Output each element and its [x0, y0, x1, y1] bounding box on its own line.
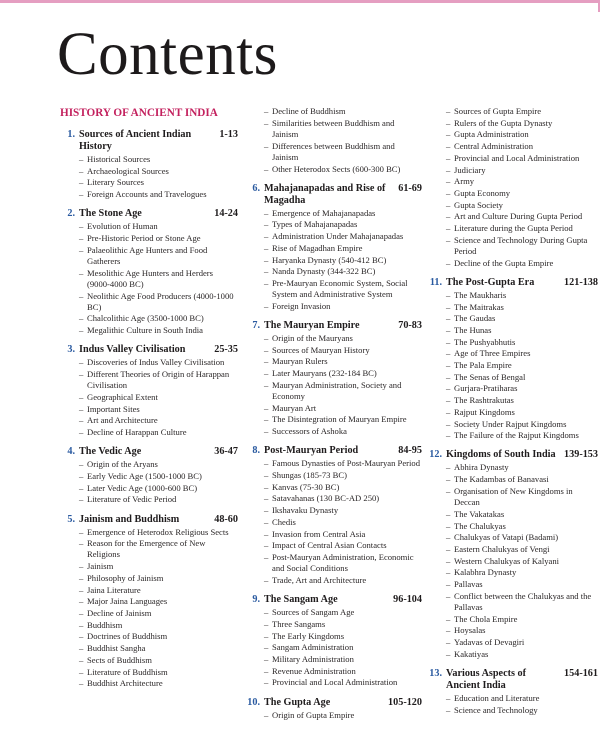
chapter-heading[interactable] — [60, 514, 238, 526]
topic-item[interactable]: – Ikshavaku Dynasty — [264, 505, 422, 516]
topic-item[interactable]: – Art and Culture During Gupta Period — [446, 211, 598, 222]
chapter-page-range: 84-95 — [398, 445, 422, 457]
topic-item[interactable]: – Archaeological Sources — [79, 166, 238, 177]
topic-list — [245, 458, 422, 586]
topic-item[interactable]: – Decline of Harappan Culture — [79, 427, 238, 438]
topic-list — [245, 607, 422, 688]
topic-item[interactable]: – The Chola Empire — [446, 614, 598, 625]
topic-list — [245, 710, 422, 721]
toc-column-3 — [427, 106, 598, 724]
topic-item[interactable]: – Philosophy of Jainism — [79, 573, 238, 584]
topic-item[interactable]: – Decline of Buddhism — [264, 106, 422, 117]
topic-item[interactable]: – Sects of Buddhism — [79, 655, 238, 666]
chapter-title: The Gupta Age — [264, 696, 331, 708]
topic-item[interactable]: – Art and Architecture — [79, 415, 238, 426]
chapter-heading[interactable] — [245, 594, 422, 606]
topic-item[interactable]: – The Pala Empire — [446, 360, 598, 371]
topic-item[interactable]: – Buddhism — [79, 620, 238, 631]
chapter-page-range: 1-13 — [219, 129, 238, 140]
topic-item[interactable]: – Three Sangams — [264, 619, 422, 630]
topic-item[interactable]: – Later Vedic Age (1000-600 BC) — [79, 483, 238, 494]
chapter-heading[interactable] — [427, 277, 598, 289]
topic-item[interactable]: – Buddhist Sangha — [79, 643, 238, 654]
topic-item[interactable]: – Army — [446, 176, 598, 187]
topic-item[interactable]: – Origin of the Mauryans — [264, 333, 422, 344]
chapter-page-range: 14-24 — [214, 208, 238, 220]
topic-item[interactable]: – Megalithic Culture in South India — [79, 325, 238, 336]
chapter-page-range: 96-104 — [393, 594, 422, 606]
topic-item[interactable]: – Palaeolithic Age Hunters and Food Gatherers — [79, 245, 238, 267]
topic-item[interactable]: – Sources of Gupta Empire — [446, 106, 598, 117]
chapter-heading[interactable] — [427, 449, 598, 461]
topic-item[interactable]: – Kakatiyas — [446, 649, 598, 660]
topic-item[interactable]: – Literary Sources — [79, 177, 238, 188]
topic-item[interactable]: – Administration Under Mahajanapadas — [264, 231, 422, 242]
topic-item[interactable]: – Chalcolithic Age (3500-1000 BC) — [79, 313, 238, 324]
topic-item[interactable]: – Origin of the Aryans — [79, 459, 238, 470]
top-border-rule — [0, 0, 600, 3]
chapter-page-range: 121-138 — [564, 276, 598, 288]
topic-list — [427, 290, 598, 442]
topic-item[interactable]: – Sources of Sangam Age — [264, 607, 422, 618]
chapter-heading[interactable] — [427, 668, 598, 692]
chapter-title: Mahajanapadas and Rise of Magadha — [264, 182, 386, 206]
topic-item[interactable]: – Kanvas (75-30 BC) — [264, 482, 422, 493]
topic-item[interactable]: – Decline of Jainism — [79, 608, 238, 619]
chapter-title: The Post-Gupta Era — [446, 276, 535, 288]
section-title: HISTORY OF ANCIENT INDIA — [60, 107, 218, 119]
topic-item[interactable]: – Early Vedic Age (1500-1000 BC) — [79, 471, 238, 482]
chapter-entry — [245, 697, 422, 721]
chapter-heading[interactable] — [245, 183, 422, 207]
topic-item[interactable]: – Central Administration — [446, 141, 598, 152]
chapter-heading[interactable] — [60, 129, 238, 153]
topic-item[interactable]: – Invasion from Central Asia — [264, 529, 422, 540]
topic-list — [60, 357, 238, 438]
chapter-entry — [60, 344, 238, 438]
chapter-entry — [60, 208, 238, 336]
topic-item[interactable]: – Education and Literature — [446, 693, 598, 704]
topic-item[interactable]: – Impact of Central Asian Contacts — [264, 540, 422, 551]
topic-item[interactable]: – Buddhist Architecture — [79, 678, 238, 689]
topic-item[interactable]: – Mauryan Art — [264, 403, 422, 414]
topic-item[interactable]: – Types of Mahajanapadas — [264, 219, 422, 230]
topic-item[interactable]: – The Rashtrakutas — [446, 395, 598, 406]
topic-item[interactable]: – Geographical Extent — [79, 392, 238, 403]
topic-item[interactable]: – Pallavas — [446, 579, 598, 590]
topic-item[interactable]: – The Gaudas — [446, 313, 598, 324]
chapter-title: Sources of Ancient Indian History — [79, 129, 192, 152]
chapter-number: 11. — [429, 276, 442, 288]
topic-item[interactable]: – The Pushyabhutis — [446, 337, 598, 348]
topic-item[interactable]: – Emergence of Heterodox Religious Sects — [79, 527, 238, 538]
topic-item[interactable]: – Decline of the Gupta Empire — [446, 258, 598, 269]
topic-item[interactable]: – Doctrines of Buddhism — [79, 631, 238, 642]
chapter-heading[interactable] — [60, 446, 238, 458]
topic-item[interactable]: – Hoysalas — [446, 625, 598, 636]
topic-list — [60, 527, 238, 690]
topic-item[interactable]: – Post-Mauryan Administration, Economic and Social Conditions — [264, 552, 422, 574]
topic-item[interactable]: – Kalabhra Dynasty — [446, 567, 598, 578]
chapter-entry — [60, 446, 238, 505]
topic-item[interactable]: – Judiciary — [446, 165, 598, 176]
chapter-number: 1. — [67, 129, 75, 140]
topic-item[interactable]: – Literature during the Gupta Period — [446, 223, 598, 234]
topic-item[interactable]: – Discoveries of Indus Valley Civilisation — [79, 357, 238, 368]
topic-item[interactable]: – Successors of Ashoka — [264, 426, 422, 437]
topic-list — [427, 693, 598, 716]
chapter-heading[interactable] — [60, 344, 238, 356]
chapter-number: 5. — [67, 513, 75, 525]
topic-item[interactable]: – The Chalukyas — [446, 521, 598, 532]
topic-item[interactable]: – Provincial and Local Administration — [264, 677, 422, 688]
topic-item[interactable]: – Gupta Society — [446, 200, 598, 211]
page-title: Contents — [57, 21, 278, 88]
topic-item[interactable]: – The Kadambas of Banavasi — [446, 474, 598, 485]
topic-item[interactable]: – Neolithic Age Food Producers (4000-1000 BC) — [79, 291, 238, 313]
topic-item[interactable]: – Rise of Magadhan Empire — [264, 243, 422, 254]
chapter-entry — [245, 183, 422, 312]
toc-column-1 — [60, 106, 238, 697]
topic-item[interactable]: – The Early Kingdoms — [264, 631, 422, 642]
chapter-title: The Vedic Age — [79, 446, 142, 458]
chapter-title: The Stone Age — [79, 208, 142, 220]
chapter-entry — [245, 445, 422, 586]
topic-list — [60, 154, 238, 200]
topic-list — [245, 333, 422, 437]
topic-item[interactable]: – Similarities between Buddhism and Jainism — [264, 118, 422, 140]
chapter-page-range: 154-161 — [564, 667, 598, 679]
topic-list — [60, 459, 238, 505]
chapter-page-range: 36-47 — [214, 446, 238, 458]
topic-item[interactable]: – Famous Dynasties of Post-Mauryan Period — [264, 458, 422, 469]
topic-item[interactable]: – Yadavas of Devagiri — [446, 637, 598, 648]
topic-item[interactable]: – Organisation of New Kingdoms in Deccan — [446, 486, 598, 508]
chapter-title: Post-Mauryan Period — [264, 445, 359, 457]
topic-item[interactable]: – Age of Three Empires — [446, 348, 598, 359]
chapter-title: Jainism and Buddhism — [79, 513, 180, 525]
chapter-heading[interactable] — [60, 208, 238, 220]
topic-item[interactable]: – Western Chalukyas of Kalyani — [446, 556, 598, 567]
topic-item[interactable]: – Pre-Historic Period or Stone Age — [79, 233, 238, 244]
topic-item[interactable]: – Jaina Literature — [79, 585, 238, 596]
chapter-title: Various Aspects of Ancient India — [446, 667, 526, 691]
topic-item[interactable]: – Gupta Economy — [446, 188, 598, 199]
topic-item[interactable]: – The Maitrakas — [446, 302, 598, 313]
topic-item[interactable]: – Differences between Buddhism and Jainism — [264, 141, 422, 163]
topic-item[interactable]: – Haryanka Dynasty (540-412 BC) — [264, 255, 422, 266]
topic-item[interactable]: – Emergence of Mahajanapadas — [264, 208, 422, 219]
chapter-page-range: 61-69 — [398, 182, 422, 194]
topic-item[interactable]: – The Disintegration of Mauryan Empire — [264, 414, 422, 425]
chapter-number: 8. — [252, 445, 260, 457]
topic-item[interactable]: – Foreign Invasion — [264, 301, 422, 312]
chapter-number: 2. — [67, 208, 75, 220]
topic-item[interactable]: – Society Under Rajput Kingdoms — [446, 419, 598, 430]
topic-item[interactable]: – Pre-Mauryan Economic System, Social System and Administrative System — [264, 278, 422, 300]
topic-item[interactable]: – Jainism — [79, 561, 238, 572]
topic-item[interactable]: – Foreign Accounts and Travelogues — [79, 189, 238, 200]
chapter-heading[interactable] — [245, 697, 422, 709]
chapter-number: 4. — [67, 446, 75, 458]
continued-topic-list — [245, 106, 422, 175]
topic-item[interactable]: – Revenue Administration — [264, 666, 422, 677]
topic-item[interactable]: – Gupta Administration — [446, 129, 598, 140]
topic-item[interactable]: – Science and Technology — [446, 705, 598, 716]
topic-item[interactable]: – Nanda Dynasty (344-322 BC) — [264, 266, 422, 277]
chapter-title: Kingdoms of South India — [446, 449, 556, 461]
topic-item[interactable]: – Other Heterodox Sects (600-300 BC) — [264, 164, 422, 175]
chapter-page-range: 25-35 — [214, 344, 238, 356]
chapter-number: 3. — [67, 344, 75, 356]
topic-item[interactable]: – Sources of Mauryan History — [264, 345, 422, 356]
topic-item[interactable]: – Sangam Administration — [264, 642, 422, 653]
continued-topic-list — [427, 106, 598, 269]
chapter-title: Indus Valley Civilisation — [79, 344, 186, 356]
topic-item[interactable]: – Conflict between the Chalukyas and the Pallavas — [446, 591, 598, 613]
topic-item[interactable]: – Historical Sources — [79, 154, 238, 165]
topic-item[interactable]: – Origin of Gupta Empire — [264, 710, 422, 721]
topic-item[interactable]: – The Vakatakas — [446, 509, 598, 520]
topic-item[interactable]: – Gurjara-Pratiharas — [446, 383, 598, 394]
topic-item[interactable]: – The Failure of the Rajput Kingdoms — [446, 430, 598, 441]
chapter-number: 7. — [252, 320, 260, 332]
chapter-entry — [245, 594, 422, 688]
topic-item[interactable]: – Different Theories of Origin of Harappan Civilisation — [79, 369, 238, 391]
chapter-page-range: 48-60 — [214, 513, 238, 525]
chapter-page-range: 105-120 — [388, 696, 422, 708]
topic-item[interactable]: – Literature of Buddhism — [79, 667, 238, 678]
chapter-entry — [427, 277, 598, 442]
topic-item[interactable]: – Military Administration — [264, 654, 422, 665]
chapter-heading[interactable] — [245, 320, 422, 332]
topic-item[interactable]: – Rajput Kingdoms — [446, 407, 598, 418]
topic-item[interactable]: – Chalukyas of Vatapi (Badami) — [446, 532, 598, 543]
topic-item[interactable]: – Science and Technology During Gupta Period — [446, 235, 598, 257]
chapter-entry — [427, 449, 598, 659]
chapter-number: 13. — [429, 667, 442, 679]
chapter-number: 6. — [252, 182, 260, 194]
chapter-entry — [245, 320, 422, 437]
topic-item[interactable]: – Eastern Chalukyas of Vengi — [446, 544, 598, 555]
topic-item[interactable]: – Provincial and Local Administration — [446, 153, 598, 164]
topic-item[interactable]: – Evolution of Human — [79, 221, 238, 232]
topic-item[interactable]: – Abhira Dynasty — [446, 462, 598, 473]
topic-item[interactable]: – Important Sites — [79, 404, 238, 415]
topic-item[interactable]: – Mesolithic Age Hunters and Herders (9000-4000 BC) — [79, 268, 238, 290]
topic-list — [427, 462, 598, 659]
chapter-number: 10. — [247, 696, 260, 708]
topic-item[interactable]: – The Senas of Bengal — [446, 372, 598, 383]
topic-item[interactable]: – Trade, Art and Architecture — [264, 575, 422, 586]
chapter-title: The Sangam Age — [264, 594, 338, 606]
topic-item[interactable]: – Chedis — [264, 517, 422, 528]
topic-list — [245, 208, 422, 312]
chapter-page-range: 139-153 — [564, 449, 598, 461]
topic-item[interactable]: – Later Mauryans (232-184 BC) — [264, 368, 422, 379]
topic-item[interactable]: – Mauryan Administration, Society and Economy — [264, 380, 422, 402]
chapter-entry — [60, 129, 238, 200]
chapter-number: 12. — [429, 449, 442, 461]
topic-item[interactable]: – Rulers of the Gupta Dynasty — [446, 118, 598, 129]
topic-item[interactable]: – The Hunas — [446, 325, 598, 336]
topic-item[interactable]: – Reason for the Emergence of New Religions — [79, 538, 238, 560]
topic-list — [60, 221, 238, 336]
toc-column-2 — [245, 106, 422, 729]
topic-item[interactable]: – Shungas (185-73 BC) — [264, 470, 422, 481]
topic-item[interactable]: – Literature of Vedic Period — [79, 494, 238, 505]
chapter-page-range: 70-83 — [398, 320, 422, 332]
chapter-heading[interactable] — [245, 445, 422, 457]
topic-item[interactable]: – The Maukharis — [446, 290, 598, 301]
topic-item[interactable]: – Satavahanas (130 BC-AD 250) — [264, 493, 422, 504]
chapter-number: 9. — [252, 594, 260, 606]
chapter-entry — [427, 668, 598, 716]
chapter-entry — [60, 514, 238, 690]
topic-item[interactable]: – Mauryan Rulers — [264, 356, 422, 367]
topic-item[interactable]: – Major Jaina Languages — [79, 596, 238, 607]
chapter-title: The Mauryan Empire — [264, 320, 360, 332]
